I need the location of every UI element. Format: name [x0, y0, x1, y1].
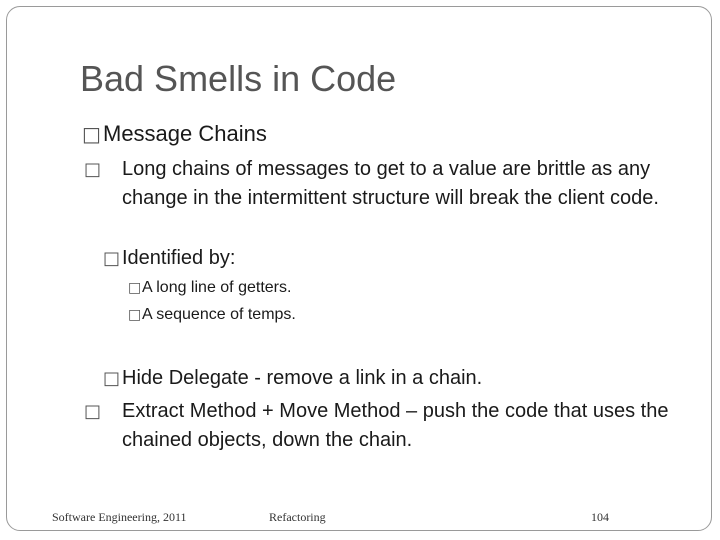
square-bullet-icon: □: [84, 159, 102, 180]
bullet-item-hide-delegate: [103, 364, 683, 393]
bullet-text: Hide Delegate - remove a link in a chain.: [122, 367, 483, 389]
square-bullet-icon: □: [103, 248, 121, 269]
bullet-text: Long chains of messages to get to a value are brittle as any change in the intermittent structure will break the client code.: [122, 158, 659, 209]
bullet-item-long-line-getters: [128, 275, 668, 301]
square-bullet-icon: □: [128, 280, 142, 296]
bullet-text: Message Chains: [103, 121, 267, 146]
footer-page-number: 104: [591, 510, 609, 524]
bullet-item-extract-method: [84, 397, 682, 454]
bullet-item-identified-by: [103, 244, 683, 273]
bullet-item-sequence-temps: [128, 302, 668, 328]
square-bullet-icon: □: [84, 401, 102, 422]
bullet-text: A long line of getters.: [142, 279, 292, 296]
square-bullet-icon: □: [128, 307, 142, 323]
footer-course: Software Engineering, 2011: [52, 510, 187, 524]
bullet-item-long-chains: [84, 155, 702, 212]
footer-topic: Refactoring: [269, 510, 326, 524]
bullet-text: A sequence of temps.: [142, 306, 296, 323]
slide-title: Bad Smells in Code: [80, 58, 397, 99]
square-bullet-icon: □: [82, 122, 101, 146]
bullet-text: Identified by:: [122, 247, 236, 269]
bullet-item-message-chains: [82, 120, 682, 148]
bullet-text: Extract Method + Move Method – push the code that uses the chained objects, down the chain.: [122, 400, 669, 451]
square-bullet-icon: □: [103, 368, 121, 389]
